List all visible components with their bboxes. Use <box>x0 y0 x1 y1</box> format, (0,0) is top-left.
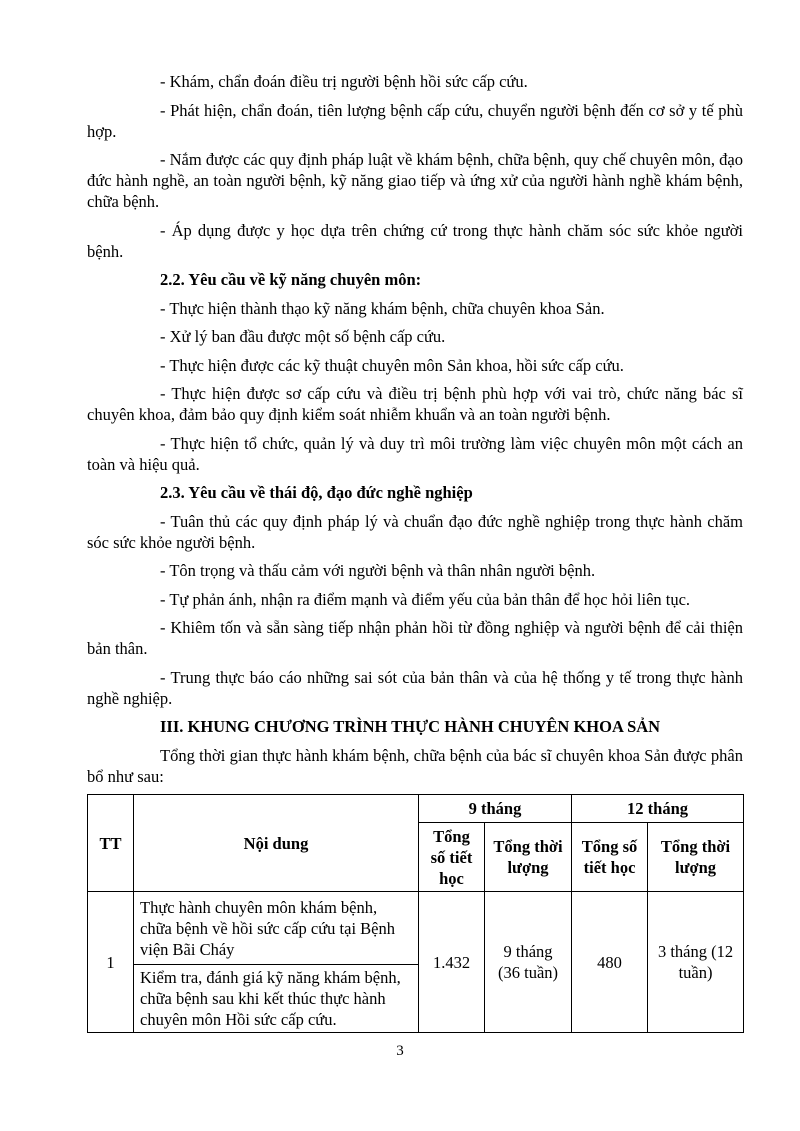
program-table <box>87 794 744 1033</box>
paragraph-tu-phan-anh: - Tự phản ánh, nhận ra điểm mạnh và điểm yếu của bản thân để học hỏi liên tục. <box>160 589 691 609</box>
cell-9-thoi-luong: 9 tháng (36 tuần) <box>485 892 572 1033</box>
col-header-noi-dung: Nội dung <box>134 795 419 892</box>
col-header-tt: TT <box>88 795 134 892</box>
paragraph-phat-hien: - Phát hiện, chẩn đoán, tiên lượng bệnh cấp cứu, chuyển người bệnh đến cơ sở y tế phù hợp. <box>87 100 743 141</box>
col-header-12-tong-so-tiet-hoc: Tổng số tiết học <box>572 823 648 892</box>
cell-12-tiet-hoc: 480 <box>572 892 648 1033</box>
paragraph-khiem-ton: - Khiêm tốn và sẵn sàng tiếp nhận phản hồi từ đồng nghiệp và người bệnh để cải thiện bản thân. <box>87 618 743 658</box>
col-group-9-thang: 9 tháng <box>419 795 572 823</box>
col-header-12-tong-thoi-luong: Tổng thời lượng <box>648 823 744 892</box>
heading-iii: III. KHUNG CHƯƠNG TRÌNH THỰC HÀNH CHUYÊN KHOA SẢN <box>160 717 661 736</box>
paragraph-ap-dung-y-hoc: - Áp dụng được y học dựa trên chứng cứ trong thực hành chăm sóc sức khỏe người bệnh. <box>87 220 743 261</box>
paragraph-xu-ly-ban-dau: - Xử lý ban đầu được một số bệnh cấp cứu. <box>160 327 446 346</box>
paragraph-to-chuc-quan-ly: - Thực hiện tổ chức, quản lý và duy trì môi trường làm việc chuyên môn một cách an toàn và hiệu quả. <box>87 433 743 474</box>
cell-tt: 1 <box>88 892 134 1033</box>
paragraph-ky-thuat-chuyen-mon: - Thực hiện được các kỹ thuật chuyên môn Sản khoa, hồi sức cấp cứu. <box>160 355 624 375</box>
heading-2-3: 2.3. Yêu cầu về thái độ, đạo đức nghề nghiệp <box>160 483 473 502</box>
paragraph-ton-trong: - Tôn trọng và thấu cảm với người bệnh và thân nhân người bệnh. <box>160 561 596 580</box>
paragraph-nam-duoc-quy-dinh: - Nắm được các quy định pháp luật về khám bệnh, chữa bệnh, quy chế chuyên môn, đạo đức hành nghề, an toàn người bệnh, kỹ năng giao tiếp và ứng xử của người hành nghề khám bệnh, chữa bệnh. <box>87 150 743 211</box>
table-row <box>88 892 744 965</box>
col-group-12-thang: 12 tháng <box>572 795 744 823</box>
paragraph-thuc-hien-thanh-thao: - Thực hiện thành thạo kỹ năng khám bệnh, chữa chuyên khoa Sản. <box>160 298 605 318</box>
page-content <box>87 71 743 1033</box>
paragraph-kham-chan-doan: - Khám, chẩn đoán điều trị người bệnh hồi sức cấp cứu. <box>160 72 528 91</box>
cell-12-thoi-luong: 3 tháng (12 tuần) <box>648 892 744 1033</box>
paragraph-tong-thoi-gian: Tổng thời gian thực hành khám bệnh, chữa bệnh của bác sĩ chuyên khoa Sản được phân bổ như sau: <box>87 745 743 786</box>
cell-noi-dung-a: Thực hành chuyên môn khám bệnh, chữa bệnh về hồi sức cấp cứu tại Bệnh viện Bãi Cháy <box>134 892 419 965</box>
col-header-9-tong-so-tiet-hoc: Tổng số tiết học <box>419 823 485 892</box>
paragraph-trung-thuc: - Trung thực báo cáo những sai sót của bản thân và của hệ thống y tế trong thực hành nghề nghiệp. <box>87 667 743 708</box>
col-header-9-tong-thoi-luong: Tổng thời lượng <box>485 823 572 892</box>
heading-2-2: 2.2. Yêu cầu về kỹ năng chuyên môn: <box>160 270 422 289</box>
cell-9-tiet-hoc: 1.432 <box>419 892 485 1033</box>
paragraph-so-cap-cuu: - Thực hiện được sơ cấp cứu và điều trị bệnh phù hợp với vai trò, chức năng bác sĩ chuyên khoa, đảm bảo quy định kiểm soát nhiễm khuẩn và an toàn người bệnh. <box>87 384 743 424</box>
page-number: 3 <box>396 1043 404 1059</box>
paragraph-tuan-thu: - Tuân thủ các quy định pháp lý và chuẩn đạo đức nghề nghiệp trong thực hành chăm sóc sức khỏe người bệnh. <box>87 511 743 552</box>
cell-noi-dung-b: Kiểm tra, đánh giá kỹ năng khám bệnh, chữa bệnh sau khi kết thúc thực hành chuyên môn Hồi sức cấp cứu. <box>134 965 419 1033</box>
